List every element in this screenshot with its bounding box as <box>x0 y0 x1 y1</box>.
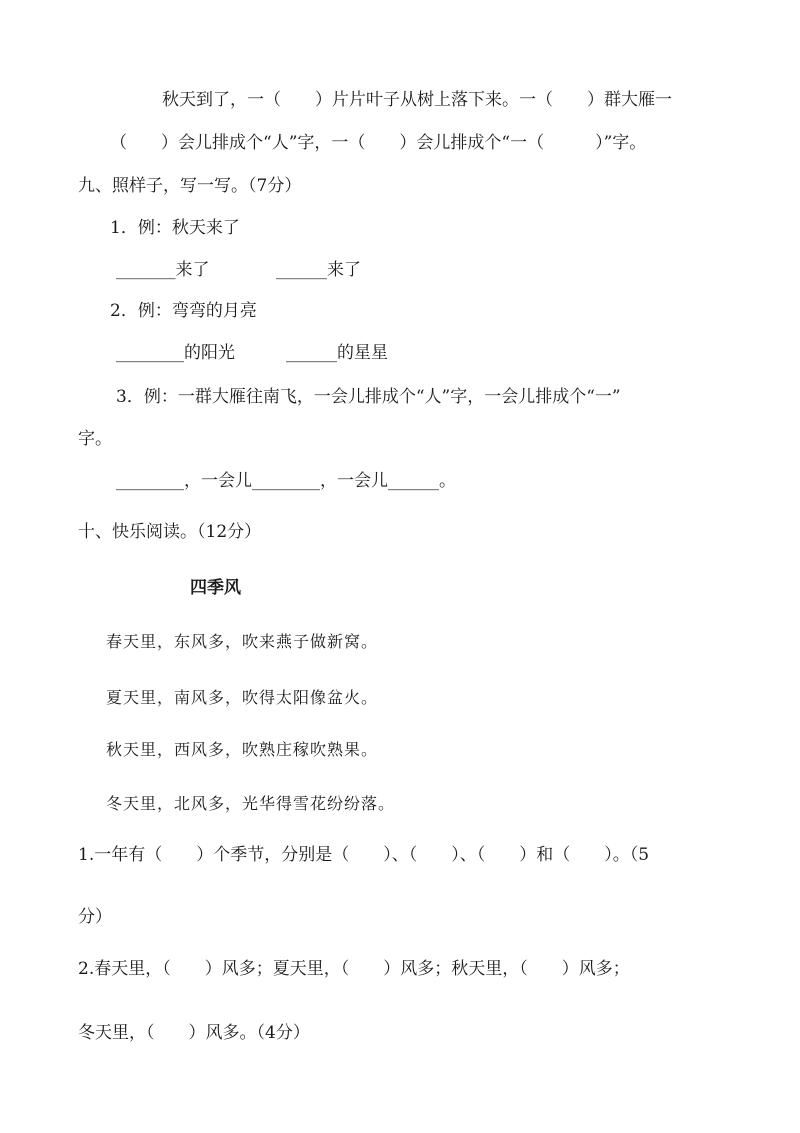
question-1-continued: 分） <box>78 907 112 927</box>
question-2: 2.春天里，（ ）风多；夏天里，（ ）风多；秋天里，（ ）风多； <box>78 959 630 979</box>
poem-line-4: 冬天里，北风多，光华得雪花纷纷落。 <box>106 794 396 813</box>
example-3-continued: 字。 <box>78 429 112 449</box>
poem-title: 四季风 <box>190 578 241 598</box>
answer-2b: ______的星星 <box>286 343 388 363</box>
section-ten-heading: 十、快乐阅读。（12分） <box>78 522 262 542</box>
passage-line-2: （ ）会儿排成个“人”字，一（ ）会儿排成个“一（ ）”字。 <box>110 133 647 153</box>
passage-line-1: 秋天到了，一（ ）片片叶子从树上落下来。一（ ）群大雁一 <box>162 90 672 110</box>
section-nine-heading: 九、照样子，写一写。（7分） <box>78 176 302 196</box>
answer-2a: ________的阳光 <box>116 343 235 363</box>
example-3: 3．例：一群大雁往南飞，一会儿排成个“人”字，一会儿排成个“一” <box>116 387 621 407</box>
answer-3: ________，一会儿________，一会儿______。 <box>116 471 456 491</box>
poem-line-3: 秋天里，西风多，吹熟庄稼吹熟果。 <box>106 740 379 759</box>
example-2: 2．例：弯弯的月亮 <box>110 301 257 321</box>
example-1: 1．例：秋天来了 <box>110 218 240 238</box>
answer-1b: ______来了 <box>276 260 361 280</box>
poem-line-2: 夏天里，南风多，吹得太阳像盆火。 <box>106 688 379 707</box>
answer-1a: _______来了 <box>116 260 210 280</box>
question-1: 1.一年有（ ）个季节，分别是（ ）、（ ）、（ ）和（ ）。（5 <box>78 845 650 865</box>
poem-line-1: 春天里，东风多，吹来燕子做新窝。 <box>106 632 379 651</box>
question-2-continued: 冬天里，（ ）风多。（4分） <box>78 1023 310 1043</box>
